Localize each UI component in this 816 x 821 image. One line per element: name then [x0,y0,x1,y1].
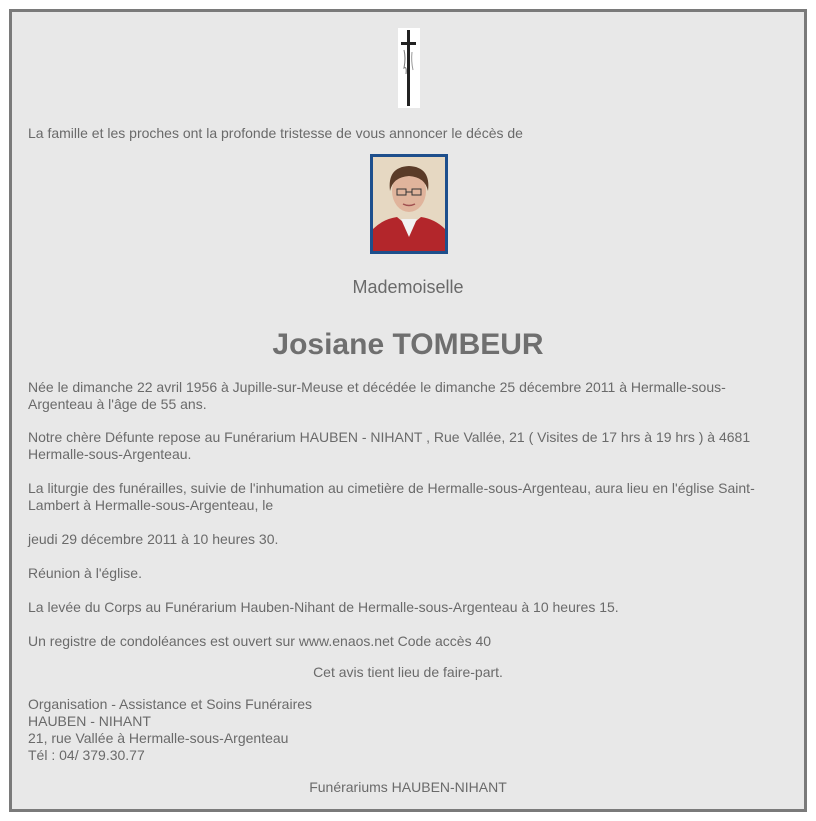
org-line-2: HAUBEN - NIHANT [28,713,151,729]
register-text: Un registre de condoléances est ouvert sur www.enaos.net Code accès 40 [28,633,492,649]
org-line-4: Tél : 04/ 379.30.77 [28,747,145,763]
org-line-1: Organisation - Assistance et Soins Funéraires [28,696,313,712]
levee-text: La levée du Corps au Funérarium Hauben-Nihant de Hermalle-sous-Argenteau à 10 heures 15. [28,599,619,615]
cross-icon [398,28,420,108]
liturgy-text: La liturgie des funérailles, suivie de l'inhumation au cimetière de Hermalle-sous-Argenteau, aura lieu en l'église Saint-Lambert à Hermalle-sous-Argenteau, le [28,480,755,513]
org-line-3: 21, rue Vallée à Hermalle-sous-Argenteau [28,730,289,746]
obituary-card [9,9,807,812]
deceased-photo [370,154,448,254]
honorific: Mademoiselle [352,277,464,297]
organisation-block [28,696,788,764]
footer-text: Funérariums HAUBEN-NIHANT [309,779,507,795]
ceremony-date: jeudi 29 décembre 2011 à 10 heures 30. [28,531,279,547]
notice-text: Cet avis tient lieu de faire-part. [313,664,503,680]
rest-place-text: Notre chère Défunte repose au Funérarium HAUBEN - NIHANT , Rue Vallée, 21 ( Visites de 17 hrs à 19 hrs ) à 4681 Hermalle-sous-Argenteau. [28,429,751,462]
meeting-text: Réunion à l'église. [28,565,142,581]
deceased-name: Josiane TOMBEUR [272,328,544,361]
birth-death-text: Née le dimanche 22 avril 1956 à Jupille-sur-Meuse et décédée le dimanche 25 décembre 2011 à Hermalle-sous-Argenteau à l'âge de 55 ans. [28,379,726,412]
intro-text: La famille et les proches ont la profonde tristesse de vous annoncer le décès de [28,125,523,141]
